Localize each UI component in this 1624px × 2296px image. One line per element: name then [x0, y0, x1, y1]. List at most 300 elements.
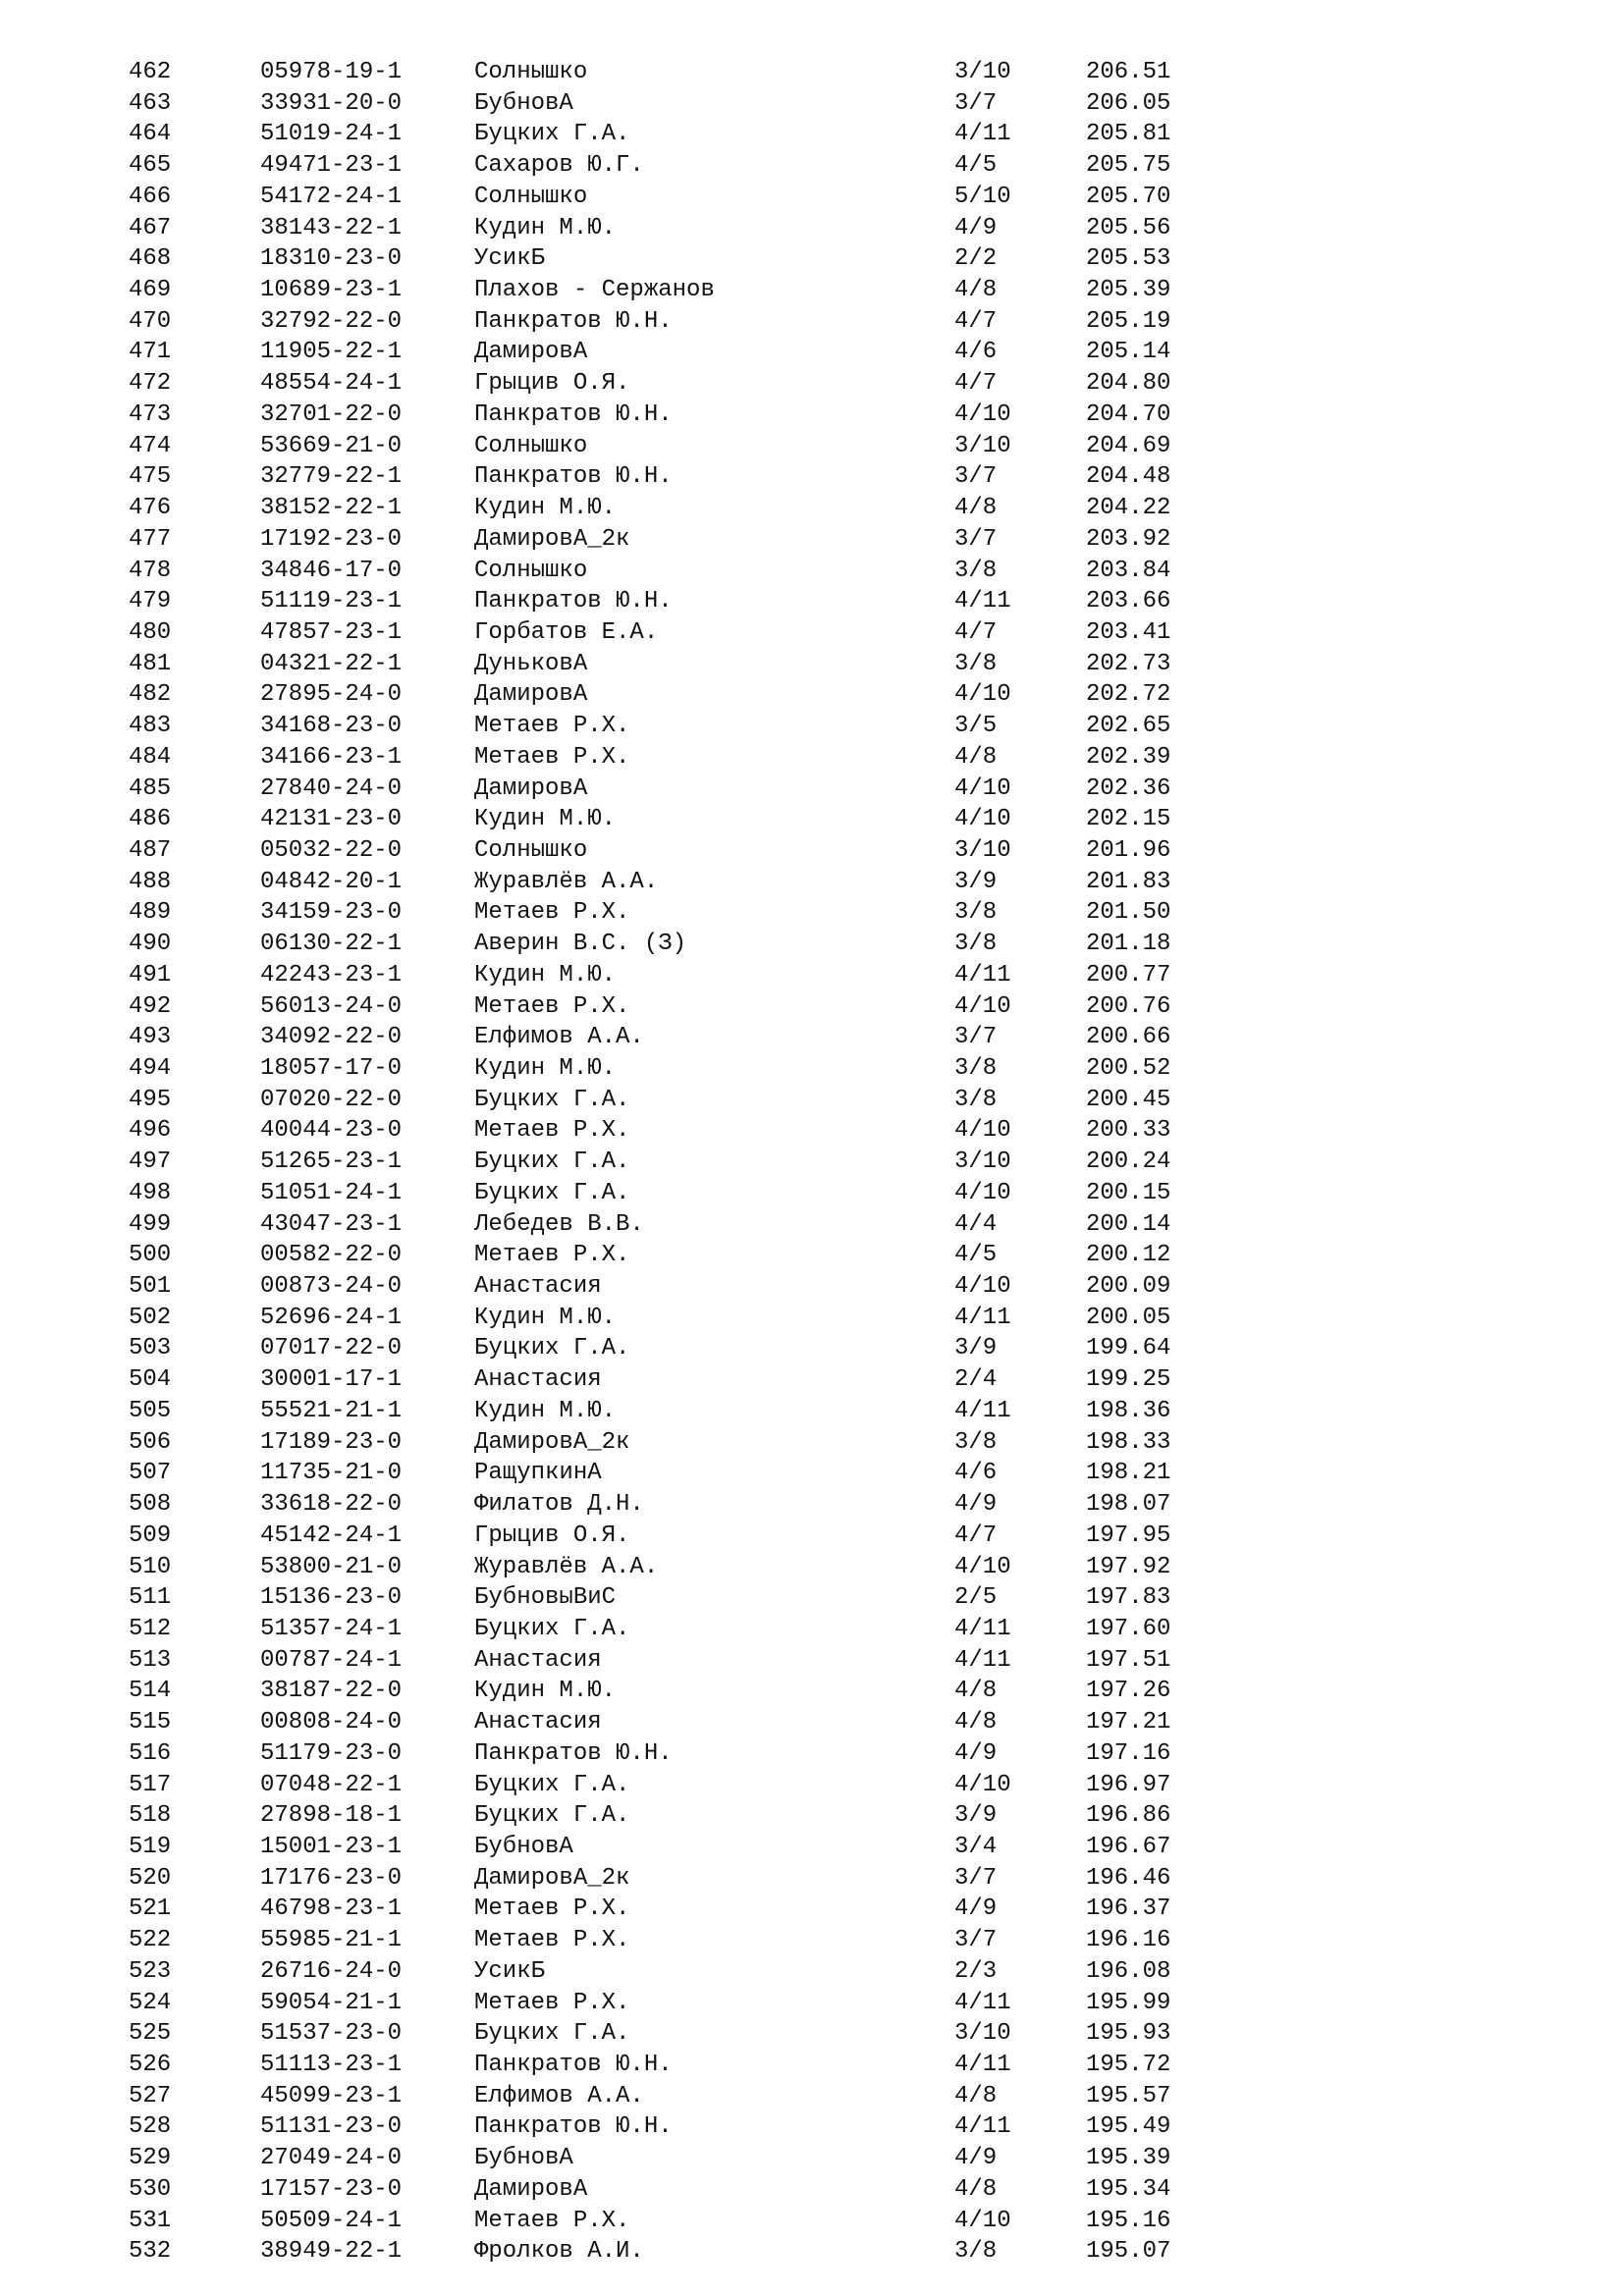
record-code: 07017-22-0 [260, 1335, 403, 1362]
owner-name: Елфимов А.А. [474, 1024, 644, 1051]
record-code: 34846-17-0 [260, 557, 403, 584]
table-row [0, 275, 1624, 306]
ratio-value: 3/9 [954, 1335, 998, 1362]
record-code: 18057-17-0 [260, 1055, 403, 1082]
owner-name: Фролков А.И. [474, 2238, 644, 2266]
score-value: 204.48 [1086, 463, 1171, 491]
score-value: 196.16 [1086, 1927, 1171, 1954]
ratio-value: 4/6 [954, 1460, 998, 1487]
score-value: 200.24 [1086, 1148, 1171, 1176]
record-code: 45099-23-1 [260, 2082, 403, 2109]
owner-name: Панкратов Ю.Н. [474, 2113, 673, 2141]
score-value: 198.36 [1086, 1397, 1171, 1424]
ratio-value: 4/9 [954, 2145, 998, 2172]
record-code: 51357-24-1 [260, 1615, 403, 1642]
owner-name: БубновА [474, 89, 573, 117]
row-number: 516 [129, 1739, 172, 1767]
table-row [0, 1894, 1624, 1925]
owner-name: Метаев Р.Х. [474, 992, 630, 1020]
table-row [0, 929, 1624, 960]
ratio-value: 3/10 [954, 836, 1011, 864]
owner-name: Кудин М.Ю. [474, 1397, 617, 1424]
owner-name: ДуньковА [474, 650, 588, 677]
record-code: 48554-24-1 [260, 370, 403, 398]
table-row [0, 1053, 1624, 1085]
ratio-value: 3/7 [954, 89, 998, 117]
ratio-value: 4/5 [954, 1242, 998, 1269]
ratio-value: 4/5 [954, 152, 998, 180]
record-code: 43047-23-1 [260, 1210, 403, 1238]
score-value: 195.93 [1086, 2020, 1171, 2048]
row-number: 500 [129, 1242, 172, 1269]
row-number: 469 [129, 277, 172, 304]
owner-name: Буцких Г.А. [474, 2020, 630, 2048]
row-number: 482 [129, 681, 172, 709]
ratio-value: 4/8 [954, 2082, 998, 2109]
owner-name: Метаев Р.Х. [474, 713, 630, 740]
owner-name: Буцких Г.А. [474, 1771, 630, 1798]
owner-name: УсикБ [474, 1957, 546, 1985]
score-value: 195.99 [1086, 1989, 1171, 2016]
table-row [0, 1364, 1624, 1396]
row-number: 498 [129, 1179, 172, 1206]
score-value: 205.53 [1086, 245, 1171, 273]
score-value: 200.33 [1086, 1117, 1171, 1145]
owner-name: Анастасия [474, 1709, 602, 1736]
owner-name: Панкратов Ю.Н. [474, 307, 673, 335]
ratio-value: 3/7 [954, 1024, 998, 1051]
record-code: 56013-24-0 [260, 992, 403, 1020]
row-number: 474 [129, 432, 172, 459]
table-row [0, 1707, 1624, 1738]
row-number: 479 [129, 588, 172, 615]
owner-name: Солнышко [474, 836, 588, 864]
record-code: 15136-23-0 [260, 1584, 403, 1612]
score-value: 199.64 [1086, 1335, 1171, 1362]
ratio-value: 3/8 [954, 650, 998, 677]
row-number: 485 [129, 774, 172, 802]
score-value: 202.39 [1086, 743, 1171, 771]
owner-name: Кудин М.Ю. [474, 214, 617, 241]
row-number: 463 [129, 89, 172, 117]
owner-name: Буцких Г.А. [474, 1148, 630, 1176]
ratio-value: 4/8 [954, 1709, 998, 1736]
owner-name: РащупкинА [474, 1460, 602, 1487]
table-row [0, 150, 1624, 182]
score-value: 204.22 [1086, 495, 1171, 522]
row-number: 496 [129, 1117, 172, 1145]
score-value: 203.84 [1086, 557, 1171, 584]
ratio-value: 4/10 [954, 806, 1011, 833]
score-value: 195.57 [1086, 2082, 1171, 2109]
score-value: 203.66 [1086, 588, 1171, 615]
owner-name: ДамировА_2к [474, 1428, 630, 1456]
ratio-value: 4/11 [954, 1304, 1011, 1331]
ratio-value: 4/10 [954, 774, 1011, 802]
table-row [0, 1738, 1624, 1770]
record-code: 38949-22-1 [260, 2238, 403, 2266]
ratio-value: 4/6 [954, 339, 998, 366]
row-number: 511 [129, 1584, 172, 1612]
table-row [0, 804, 1624, 835]
ratio-value: 2/2 [954, 245, 998, 273]
score-value: 198.33 [1086, 1428, 1171, 1456]
record-code: 34159-23-0 [260, 899, 403, 927]
row-number: 521 [129, 1896, 172, 1923]
record-code: 53669-21-0 [260, 432, 403, 459]
row-number: 523 [129, 1957, 172, 1985]
ratio-value: 3/8 [954, 899, 998, 927]
record-code: 32792-22-0 [260, 307, 403, 335]
row-number: 473 [129, 400, 172, 428]
score-value: 197.21 [1086, 1709, 1171, 1736]
record-code: 17157-23-0 [260, 2175, 403, 2203]
table-row [0, 711, 1624, 742]
score-value: 204.70 [1086, 400, 1171, 428]
record-code: 49471-23-1 [260, 152, 403, 180]
table-row [0, 1303, 1624, 1334]
ratio-value: 4/7 [954, 1522, 998, 1549]
row-number: 520 [129, 1864, 172, 1892]
score-value: 203.92 [1086, 525, 1171, 553]
score-value: 205.19 [1086, 307, 1171, 335]
record-code: 17189-23-0 [260, 1428, 403, 1456]
table-row [0, 586, 1624, 617]
score-value: 200.66 [1086, 1024, 1171, 1051]
owner-name: БубновА [474, 1833, 573, 1860]
ratio-value: 3/10 [954, 2020, 1011, 2048]
ratio-value: 4/10 [954, 1273, 1011, 1301]
record-code: 42131-23-0 [260, 806, 403, 833]
owner-name: Буцких Г.А. [474, 121, 630, 148]
table-row [0, 774, 1624, 805]
ratio-value: 4/10 [954, 1117, 1011, 1145]
row-number: 506 [129, 1428, 172, 1456]
ratio-value: 4/7 [954, 370, 998, 398]
owner-name: ДамировА [474, 2175, 588, 2203]
table-row [0, 1489, 1624, 1521]
record-code: 04842-20-1 [260, 868, 403, 895]
row-number: 466 [129, 183, 172, 210]
score-value: 198.21 [1086, 1460, 1171, 1487]
score-value: 196.08 [1086, 1957, 1171, 1985]
owner-name: Солнышко [474, 183, 588, 210]
owner-name: Журавлёв А.А. [474, 868, 659, 895]
row-number: 515 [129, 1709, 172, 1736]
owner-name: Елфимов А.А. [474, 2082, 644, 2109]
table-row [0, 243, 1624, 275]
row-number: 531 [129, 2207, 172, 2234]
table-row [0, 617, 1624, 649]
record-code: 33618-22-0 [260, 1491, 403, 1519]
table-row [0, 1863, 1624, 1895]
ratio-value: 4/10 [954, 2207, 1011, 2234]
record-code: 11735-21-0 [260, 1460, 403, 1487]
table-row [0, 1676, 1624, 1707]
ratio-value: 3/10 [954, 1148, 1011, 1176]
table-row [0, 2050, 1624, 2081]
score-value: 195.49 [1086, 2113, 1171, 2141]
row-number: 488 [129, 868, 172, 895]
ratio-value: 4/11 [954, 1646, 1011, 1674]
record-code: 05032-22-0 [260, 836, 403, 864]
row-number: 509 [129, 1522, 172, 1549]
table-row [0, 1209, 1624, 1241]
score-value: 195.07 [1086, 2238, 1171, 2266]
table-row [0, 742, 1624, 774]
row-number: 478 [129, 557, 172, 584]
ratio-value: 4/8 [954, 277, 998, 304]
record-code: 32701-22-0 [260, 400, 403, 428]
ratio-value: 4/10 [954, 1771, 1011, 1798]
record-code: 51051-24-1 [260, 1179, 403, 1206]
results-table [0, 57, 1624, 2268]
owner-name: Солнышко [474, 432, 588, 459]
table-row [0, 1178, 1624, 1209]
table-row [0, 1115, 1624, 1147]
record-code: 07020-22-0 [260, 1086, 403, 1113]
row-number: 468 [129, 245, 172, 273]
table-row [0, 337, 1624, 368]
record-code: 32779-22-1 [260, 463, 403, 491]
row-number: 507 [129, 1460, 172, 1487]
score-value: 201.96 [1086, 836, 1171, 864]
table-row [0, 524, 1624, 556]
owner-name: Лебедев В.В. [474, 1210, 644, 1238]
record-code: 34168-23-0 [260, 713, 403, 740]
owner-name: Панкратов Ю.Н. [474, 588, 673, 615]
record-code: 34092-22-0 [260, 1024, 403, 1051]
ratio-value: 2/4 [954, 1366, 998, 1394]
ratio-value: 2/5 [954, 1584, 998, 1612]
table-row [0, 213, 1624, 244]
owner-name: Сахаров Ю.Г. [474, 152, 644, 180]
row-number: 514 [129, 1678, 172, 1705]
ratio-value: 3/7 [954, 1927, 998, 1954]
row-number: 483 [129, 713, 172, 740]
ratio-value: 3/10 [954, 432, 1011, 459]
record-code: 53800-21-0 [260, 1553, 403, 1580]
row-number: 487 [129, 836, 172, 864]
score-value: 206.51 [1086, 59, 1171, 85]
owner-name: Метаев Р.Х. [474, 1242, 630, 1269]
score-value: 199.25 [1086, 1366, 1171, 1394]
owner-name: Панкратов Ю.Н. [474, 1739, 673, 1767]
row-number: 499 [129, 1210, 172, 1238]
row-number: 467 [129, 214, 172, 241]
record-code: 51179-23-0 [260, 1739, 403, 1767]
table-row [0, 897, 1624, 929]
ratio-value: 3/8 [954, 1086, 998, 1113]
record-code: 55521-21-1 [260, 1397, 403, 1424]
record-code: 52696-24-1 [260, 1304, 403, 1331]
score-value: 198.07 [1086, 1491, 1171, 1519]
ratio-value: 4/11 [954, 2113, 1011, 2141]
score-value: 195.39 [1086, 2145, 1171, 2172]
ratio-value: 4/8 [954, 743, 998, 771]
ratio-value: 2/3 [954, 1957, 998, 1985]
owner-name: Кудин М.Ю. [474, 961, 617, 988]
owner-name: Кудин М.Ю. [474, 806, 617, 833]
ratio-value: 3/8 [954, 2238, 998, 2266]
ratio-value: 4/10 [954, 1179, 1011, 1206]
record-code: 51019-24-1 [260, 121, 403, 148]
table-row [0, 1832, 1624, 1863]
ratio-value: 3/8 [954, 557, 998, 584]
score-value: 201.18 [1086, 931, 1171, 958]
row-number: 491 [129, 961, 172, 988]
record-code: 51113-23-1 [260, 2052, 403, 2078]
score-value: 200.12 [1086, 1242, 1171, 1269]
owner-name: Буцких Г.А. [474, 1086, 630, 1113]
ratio-value: 4/7 [954, 307, 998, 335]
row-number: 477 [129, 525, 172, 553]
owner-name: Метаев Р.Х. [474, 1927, 630, 1954]
row-number: 492 [129, 992, 172, 1020]
ratio-value: 4/11 [954, 1615, 1011, 1642]
owner-name: Панкратов Ю.Н. [474, 463, 673, 491]
record-code: 54172-24-1 [260, 183, 403, 210]
owner-name: Метаев Р.Х. [474, 899, 630, 927]
score-value: 197.95 [1086, 1522, 1171, 1549]
record-code: 46798-23-1 [260, 1896, 403, 1923]
owner-name: Буцких Г.А. [474, 1615, 630, 1642]
owner-name: ДамировА_2к [474, 525, 630, 553]
owner-name: Буцких Г.А. [474, 1179, 630, 1206]
score-value: 205.39 [1086, 277, 1171, 304]
ratio-value: 4/9 [954, 214, 998, 241]
score-value: 202.15 [1086, 806, 1171, 833]
owner-name: ДамировА [474, 339, 588, 366]
score-value: 202.72 [1086, 681, 1171, 709]
score-value: 197.26 [1086, 1678, 1171, 1705]
row-number: 524 [129, 1989, 172, 2016]
row-number: 484 [129, 743, 172, 771]
score-value: 195.72 [1086, 2052, 1171, 2078]
score-value: 203.41 [1086, 618, 1171, 646]
table-row [0, 400, 1624, 431]
score-value: 201.83 [1086, 868, 1171, 895]
record-code: 38187-22-0 [260, 1678, 403, 1705]
ratio-value: 3/9 [954, 1802, 998, 1830]
ratio-value: 4/10 [954, 681, 1011, 709]
row-number: 502 [129, 1304, 172, 1331]
record-code: 55985-21-1 [260, 1927, 403, 1954]
owner-name: Буцких Г.А. [474, 1335, 630, 1362]
record-code: 42243-23-1 [260, 961, 403, 988]
table-row [0, 88, 1624, 120]
record-code: 51131-23-0 [260, 2113, 403, 2141]
score-value: 197.83 [1086, 1584, 1171, 1612]
owner-name: Кудин М.Ю. [474, 1678, 617, 1705]
row-number: 518 [129, 1802, 172, 1830]
score-value: 200.05 [1086, 1304, 1171, 1331]
record-code: 04321-22-1 [260, 650, 403, 677]
record-code: 00873-24-0 [260, 1273, 403, 1301]
row-number: 494 [129, 1055, 172, 1082]
table-row [0, 368, 1624, 400]
table-row [0, 2018, 1624, 2050]
owner-name: Анастасия [474, 1646, 602, 1674]
owner-name: ДамировА [474, 774, 588, 802]
record-code: 51265-23-1 [260, 1148, 403, 1176]
score-value: 206.05 [1086, 89, 1171, 117]
owner-name: Метаев Р.Х. [474, 2207, 630, 2234]
table-row [0, 2174, 1624, 2206]
score-value: 200.45 [1086, 1086, 1171, 1113]
ratio-value: 3/8 [954, 931, 998, 958]
record-code: 27895-24-0 [260, 681, 403, 709]
score-value: 200.09 [1086, 1273, 1171, 1301]
record-code: 45142-24-1 [260, 1522, 403, 1549]
row-number: 465 [129, 152, 172, 180]
score-value: 195.16 [1086, 2207, 1171, 2234]
ratio-value: 4/11 [954, 961, 1011, 988]
record-code: 27840-24-0 [260, 774, 403, 802]
table-row [0, 867, 1624, 898]
record-code: 30001-17-1 [260, 1366, 403, 1394]
row-number: 497 [129, 1148, 172, 1176]
row-number: 513 [129, 1646, 172, 1674]
ratio-value: 4/11 [954, 1989, 1011, 2016]
row-number: 480 [129, 618, 172, 646]
score-value: 205.14 [1086, 339, 1171, 366]
ratio-value: 4/10 [954, 1553, 1011, 1580]
record-code: 06130-22-1 [260, 931, 403, 958]
table-row [0, 1988, 1624, 2019]
score-value: 196.46 [1086, 1864, 1171, 1892]
score-value: 205.81 [1086, 121, 1171, 148]
ratio-value: 3/7 [954, 1864, 998, 1892]
row-number: 532 [129, 2238, 172, 2266]
owner-name: Метаев Р.Х. [474, 1896, 630, 1923]
owner-name: Метаев Р.Х. [474, 1989, 630, 2016]
table-row [0, 1552, 1624, 1583]
table-row [0, 2143, 1624, 2174]
score-value: 205.75 [1086, 152, 1171, 180]
record-code: 11905-22-1 [260, 339, 403, 366]
row-number: 470 [129, 307, 172, 335]
table-row [0, 461, 1624, 493]
table-row [0, 1147, 1624, 1178]
ratio-value: 4/8 [954, 495, 998, 522]
owner-name: ДамировА [474, 681, 588, 709]
owner-name: Солнышко [474, 59, 588, 85]
table-row [0, 2111, 1624, 2143]
row-number: 527 [129, 2082, 172, 2109]
table-row [0, 1240, 1624, 1271]
table-row [0, 306, 1624, 338]
table-row [0, 1271, 1624, 1303]
record-code: 59054-21-1 [260, 1989, 403, 2016]
owner-name: Горбатов Е.А. [474, 618, 659, 646]
record-code: 26716-24-0 [260, 1957, 403, 1985]
record-code: 00808-24-0 [260, 1709, 403, 1736]
score-value: 200.52 [1086, 1055, 1171, 1082]
score-value: 200.14 [1086, 1210, 1171, 1238]
table-row [0, 1396, 1624, 1427]
table-row [0, 1925, 1624, 1956]
table-row [0, 1614, 1624, 1645]
row-number: 495 [129, 1086, 172, 1113]
owner-name: Метаев Р.Х. [474, 1117, 630, 1145]
owner-name: Солнышко [474, 557, 588, 584]
owner-name: БубновА [474, 2145, 573, 2172]
row-number: 501 [129, 1273, 172, 1301]
owner-name: Грыцив О.Я. [474, 1522, 630, 1549]
score-value: 202.73 [1086, 650, 1171, 677]
row-number: 526 [129, 2052, 172, 2078]
